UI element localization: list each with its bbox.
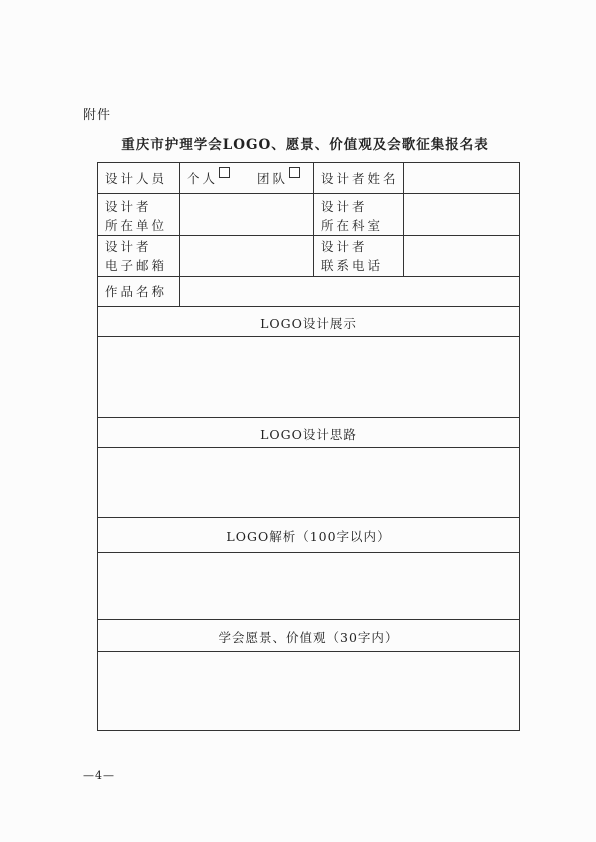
team-checkbox[interactable] (289, 167, 300, 178)
email-label-line1: 设计者 (105, 239, 152, 254)
unit-label-line1: 设计者 (105, 199, 152, 214)
logo-idea-area[interactable] (98, 448, 519, 517)
page-number: —4— (83, 769, 115, 782)
section-logo-analysis-title: LOGO解析（100字以内） (226, 529, 391, 544)
registration-form-table (97, 162, 520, 731)
option-team-label: 团队 (257, 171, 289, 186)
row-divider (98, 517, 519, 518)
column-divider (313, 163, 314, 276)
form-title: 重庆市护理学会LOGO、愿景、价值观及会歌征集报名表 (121, 137, 489, 153)
logo-analysis-area[interactable] (98, 553, 519, 619)
work-name-label: 作品名称 (105, 284, 168, 299)
email-field[interactable] (180, 236, 313, 276)
option-individual-label: 个人 (187, 171, 219, 186)
option-team[interactable] (257, 167, 300, 188)
dept-field[interactable] (404, 194, 519, 235)
individual-checkbox[interactable] (219, 167, 230, 178)
section-vision-values-title: 学会愿景、价值观（30字内） (218, 630, 399, 645)
dept-label-line1: 设计者 (321, 199, 368, 214)
phone-label-line1: 设计者 (321, 239, 368, 254)
row-divider (98, 306, 519, 307)
designer-name-label: 设计者姓名 (321, 171, 399, 186)
designer-name-field[interactable] (404, 164, 519, 193)
work-name-field[interactable] (180, 277, 519, 306)
row-divider (98, 417, 519, 418)
phone-field[interactable] (404, 236, 519, 276)
option-individual[interactable] (187, 167, 230, 188)
designer-type-label: 设计人员 (105, 171, 168, 186)
unit-field[interactable] (180, 194, 313, 235)
row-divider (98, 619, 519, 620)
email-label-line2: 电子邮箱 (105, 258, 168, 273)
section-logo-idea-title: LOGO设计思路 (260, 427, 357, 442)
attachment-label: 附件 (83, 108, 112, 123)
phone-label-line2: 联系电话 (321, 258, 384, 273)
section-logo-display-title: LOGO设计展示 (260, 316, 357, 331)
vision-values-area[interactable] (98, 652, 519, 730)
unit-label-line2: 所在单位 (105, 218, 168, 233)
logo-display-area[interactable] (98, 337, 519, 417)
dept-label-line2: 所在科室 (321, 218, 384, 233)
